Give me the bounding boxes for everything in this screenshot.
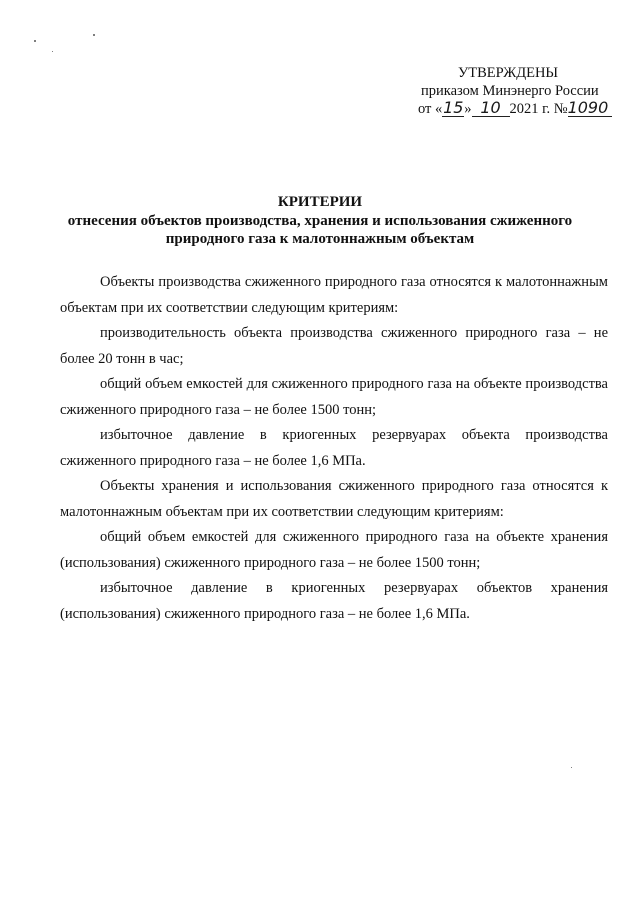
approval-order-line: приказом Минэнерго России xyxy=(421,83,599,99)
date-separator: » xyxy=(464,101,472,117)
title-main: КРИТЕРИИ xyxy=(277,194,363,210)
approval-block xyxy=(418,64,628,118)
document-title xyxy=(60,193,580,248)
paragraph: избыточное давление в криогенных резервуарах объектов хранения (использования) сжиженного природного газа – не более 1,6 МПа. xyxy=(60,580,608,622)
paragraph: общий объем емкостей для сжиженного природного газа на объекте производства сжиженного природного газа – не более 1500 тонн; xyxy=(60,376,608,418)
handwritten-month: 10 xyxy=(472,100,510,117)
handwritten-order-number: 1090 xyxy=(568,100,612,117)
approval-date-line xyxy=(418,100,628,118)
paragraph: Объекты производства сжиженного природного газа относятся к малотоннажным объектам при их соответствии следующим критериям: xyxy=(60,274,608,316)
paragraph: производительность объекта производства сжиженного природного газа – не более 20 тонн в час; xyxy=(60,325,608,367)
date-prefix: от « xyxy=(418,101,443,117)
title-subtitle: отнесения объектов производства, хранения и использования сжиженного природного газа к малотоннажным объектам xyxy=(67,213,573,247)
paragraph: общий объем емкостей для сжиженного природного газа на объекте хранения (использования) сжиженного природного газа – не более 1500 тонн; xyxy=(60,529,608,571)
approval-heading: УТВЕРЖДЕНЫ xyxy=(458,65,559,81)
scan-speck xyxy=(571,767,572,768)
scan-speck xyxy=(34,40,36,42)
scan-speck xyxy=(52,51,53,52)
handwritten-day: 15 xyxy=(443,98,464,117)
paragraph: избыточное давление в криогенных резервуарах объекта производства сжиженного природного газа – не более 1,6 МПа. xyxy=(60,427,608,469)
paragraph: Объекты хранения и использования сжиженного природного газа относятся к малотоннажным объектам при их соответствии следующим критериям: xyxy=(60,478,608,520)
date-year: 2021 г. № xyxy=(509,101,568,117)
document-body xyxy=(60,270,608,627)
scan-speck xyxy=(93,34,95,36)
